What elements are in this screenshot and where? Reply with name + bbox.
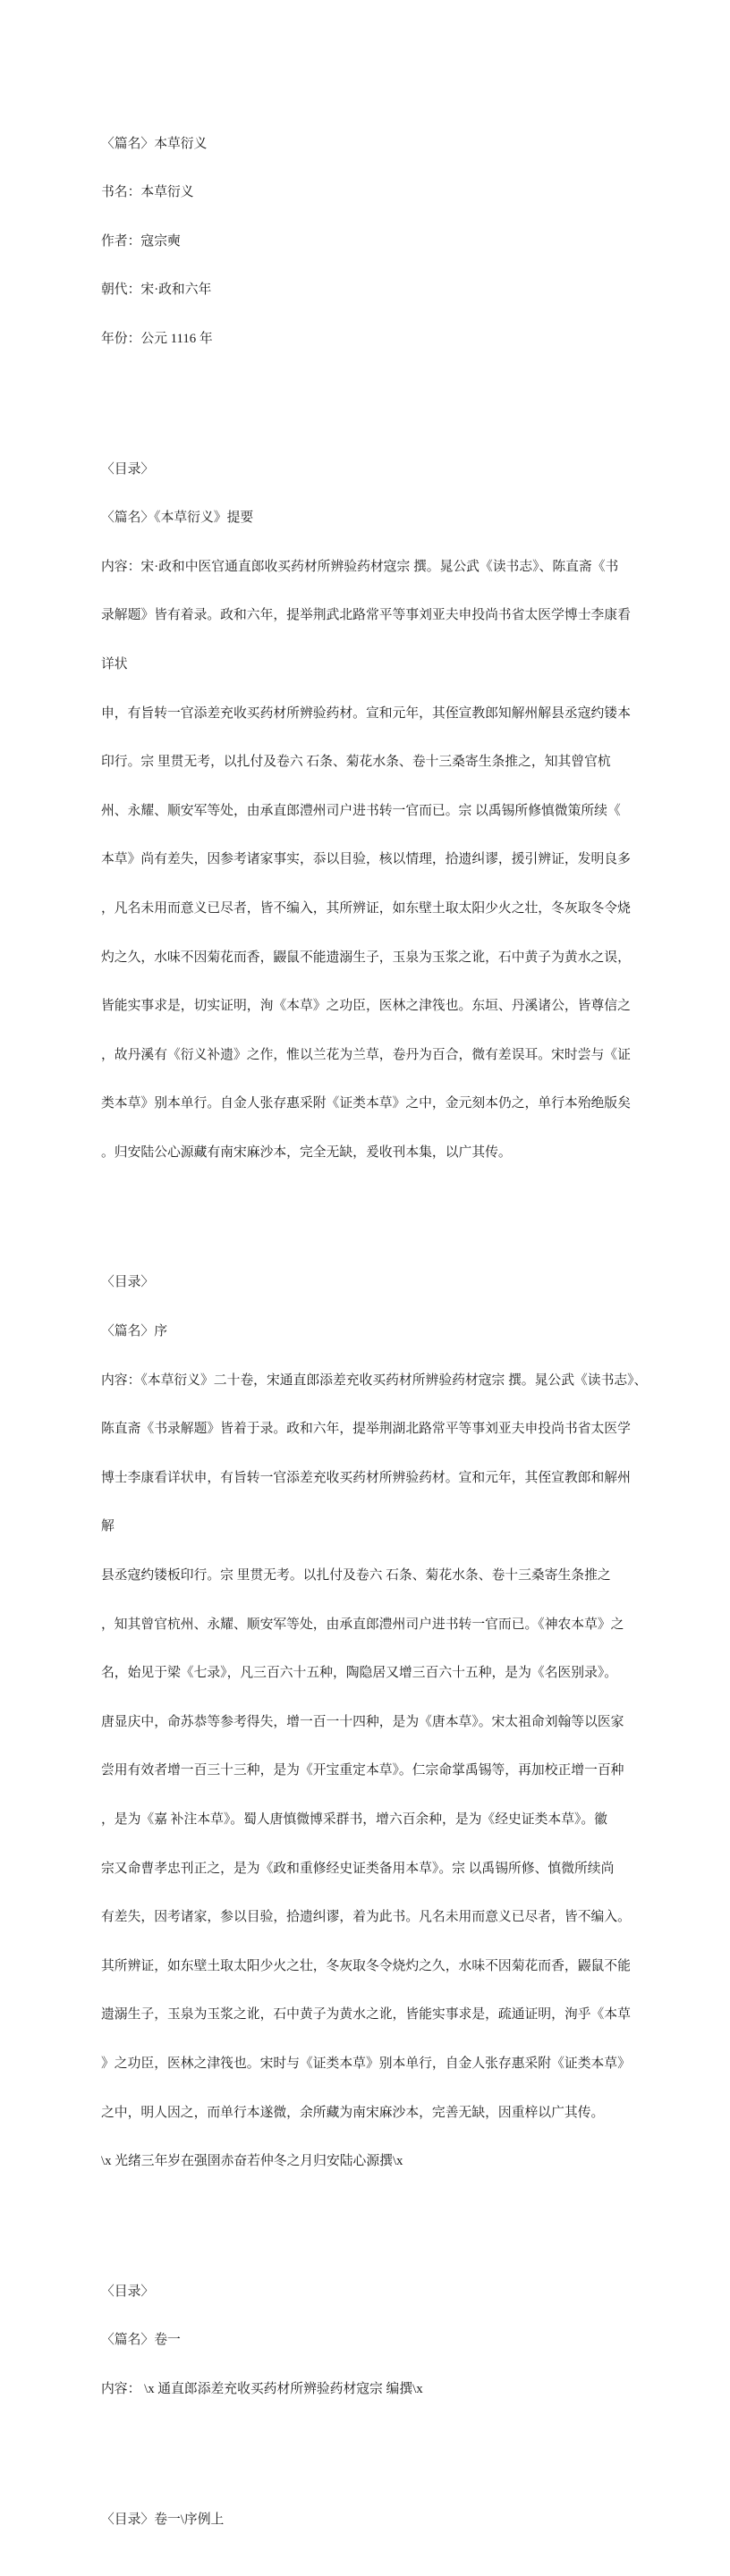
document-text [101,87,692,2576]
body-line: ，故丹溪有《衍义补遗》之作，惟以兰花为兰草，卷丹为百合，微有差误耳。宋时尝与《证 [101,1047,631,1062]
body-line: 尝用有效者增一百三十三种，是为《开宝重定本草》。仁宗命掌禹锡等，再加校正增一百种 [101,1763,624,1778]
body-line: 灼之久，水味不因菊花而香，鼹鼠不能遗溺生子，玉泉为玉浆之讹，石中黄子为黄水之误， [101,950,631,965]
body-line: 》之功臣，医林之津筏也。宋时与《证类本草》别本单行，自金人张存惠采附《证类本草》 [101,2056,631,2071]
body-line: 解 [101,1519,115,1534]
body-line: 内容：宋·政和中医官通直郎收买药材所辨验药材寇宗 撰。晁公武《读书志》、陈直斋《书 [101,559,619,574]
body-line: 内容： \x 通直郎添差充收买药材所辨验药材寇宗 编撰\x [101,2381,423,2396]
toc-marker: 〈目录〉 [101,461,155,477]
meta-line-bookname: 书名：本草衍义 [101,185,194,200]
toc-marker-juan1-xulishang: 〈目录〉卷一\序例上 [101,2512,225,2527]
meta-line-pianming: 〈篇名〉本草衍义 [101,136,208,151]
toc-marker: 〈目录〉 [101,2284,155,2299]
meta-line-author: 作者：寇宗奭 [101,233,181,249]
body-line: 皆能实事求是，切实证明，洵《本草》之功臣，医林之津筏也。东垣、丹溪诸公，皆尊信之 [101,999,631,1014]
body-line: 宗又命曹孝忠刊正之，是为《政和重修经史证类备用本草》。宗 以禹锡所修、慎微所续尚 [101,1861,615,1876]
meta-line-year: 年份：公元 1116 年 [101,331,213,346]
body-line: 详状 [101,656,128,671]
body-line: 之中，明人因之，而单行本遂微，余所藏为南宋麻沙本，完善无缺，因重梓以广其传。 [101,2105,605,2120]
blank-line [101,1210,692,1226]
section-title: 〈篇名〉序 [101,1324,167,1339]
body-line: 类本草》别本单行。自金人张存惠采附《证类本草》之中，金元刻本仍之，单行本殆绝版矣 [101,1096,631,1111]
body-line: 州、永耀、顺安军等处，由承直郎澧州司户进书转一官而已。宗 以禹锡所修慎微策所续《 [101,803,621,818]
body-line: 其所辨证，如东壁土取太阳少火之壮，冬灰取冬令烧灼之久，水味不因菊花而香，鼹鼠不能 [101,1958,631,1973]
body-line: ，凡名未用而意义已尽者，皆不编入，其所辨证，如东壁土取太阳少火之壮，冬灰取冬令烧 [101,900,631,916]
body-line: 名，始见于梁《七录》，凡三百六十五种，陶隐居又增三百六十五种，是为《名医别录》。 [101,1666,618,1681]
body-line: 申，有旨转一官添差充收买药材所辨验药材。宣和元年，其侄宣教郎知解州解县丞寇约镂本 [101,705,631,721]
body-line: 县丞寇约镂板印行。宗 里贯无考。以扎付及卷六 石条、菊花水条、卷十三桑寄生条推之 [101,1568,611,1584]
body-line: ，知其曾官杭州、永耀、顺安军等处，由承直郎澧州司户进书转一官而已。《神农本草》之 [101,1617,624,1632]
body-line: 博士李康看详状申，有旨转一官添差充收买药材所辨验药材。宣和元年，其侄宣教郎和解州 [101,1470,631,1485]
body-line: 。归安陆公心源藏有南宋麻沙本，完全无缺，爰收刊本集，以广其传。 [101,1144,512,1160]
body-line: 印行。宗 里贯无考，以扎付及卷六 石条、菊花水条、卷十三桑寄生条推之，知其曾官杭 [101,755,611,770]
body-line: 内容：《本草衍义》二十卷，宋通直郎添差充收买药材所辨验药材寇宗 撰。晁公武《读书志》、 [101,1372,648,1388]
body-line-colophon: \x 光绪三年岁在强圉赤奋若仲冬之月归安陆心源撰\x [101,2154,403,2169]
body-line: 本草》尚有差失，因参考诸家事实，忝以目验，核以情理，拾遗纠谬，援引辨证，发明良多 [101,852,631,867]
body-line: 唐显庆中，命苏恭等参考得失，增一百一十四种，是为《唐本草》。宋太祖命刘翰等以医家 [101,1714,624,1729]
toc-marker: 〈目录〉 [101,1275,155,1290]
body-line: 陈直斋《书录解题》皆着于录。政和六年，提举荆湖北路常平等事刘亚夫申投尚书省太医学 [101,1422,631,1437]
blank-line [101,2218,692,2234]
body-line: 遗溺生子，玉泉为玉浆之讹，石中黄子为黄水之讹，皆能实事求是，疏通证明，洵乎《本草 [101,2007,631,2023]
body-line: ，是为《嘉 补注本草》。蜀人唐慎微博采群书，增六百余种，是为《经史证类本草》。徽 [101,1812,607,1828]
body-line: 录解题》皆有着录。政和六年，提举荆武北路常平等事刘亚夫申投尚书省太医学博士李康看 [101,608,631,623]
body-line: 有差失，因考诸家，参以目验，拾遗纠谬，着为此书。凡名未用而意义已尽者，皆不编入。 [101,1910,631,1925]
section-title: 〈篇名〉《本草衍义》提要 [101,511,254,526]
blank-line [101,396,692,412]
blank-line [101,2446,692,2462]
section-title: 〈篇名〉卷一 [101,2333,181,2348]
meta-line-dynasty: 朝代：宋·政和六年 [101,283,212,298]
